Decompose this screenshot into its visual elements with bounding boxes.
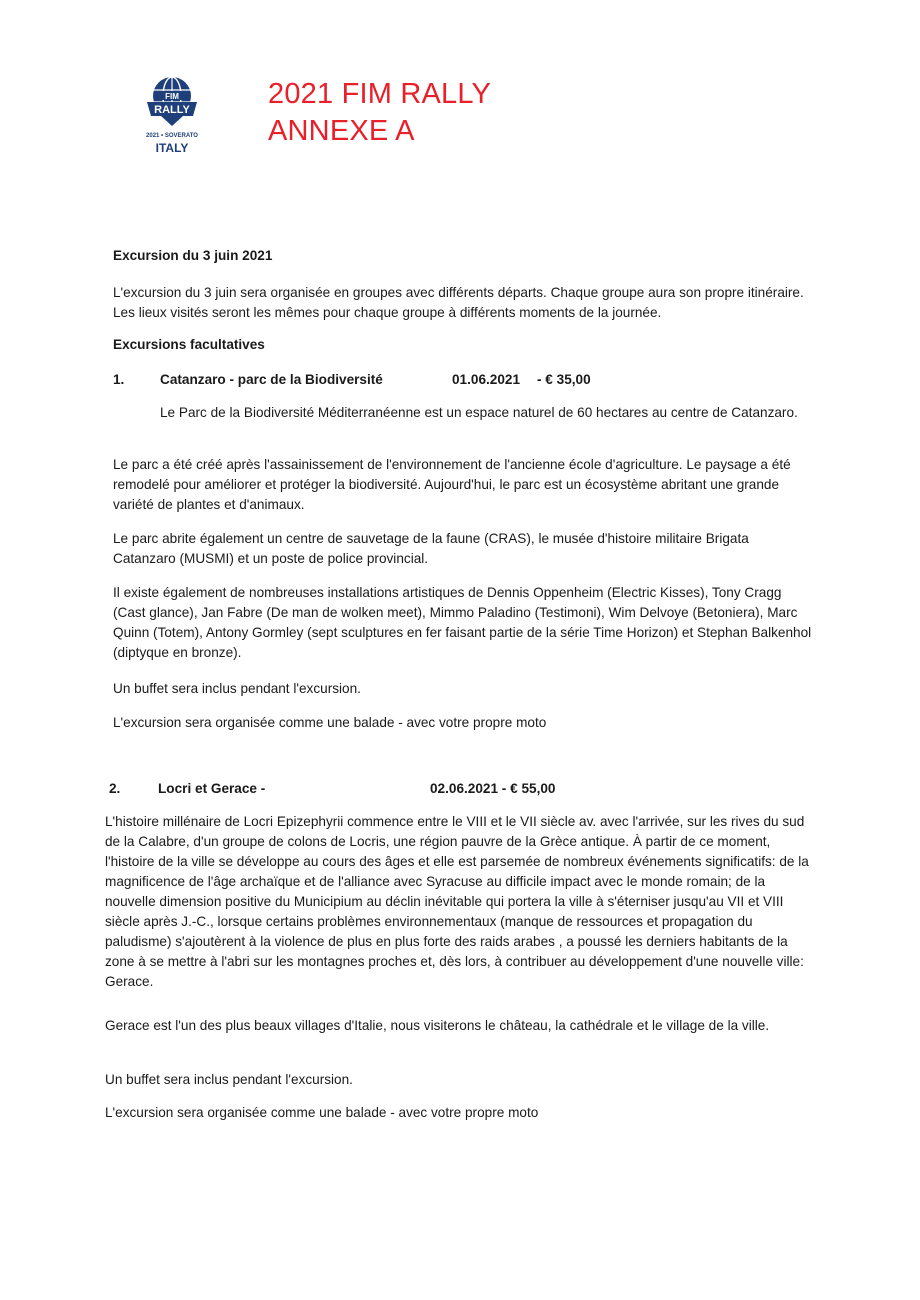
item-1-paragraph-2: Le parc a été créé après l'assainissement de l'environnement de l'ancienne école d'agriculture. Le paysage a été remodelé pour améliorer et protéger la biodiversité. Aujourd'hui, le parc est un écosystème abritant une grande variété de plantes et d'animaux. bbox=[113, 457, 791, 512]
optional-excursions-heading: Excursions facultatives bbox=[113, 337, 265, 352]
item-1-title: Catanzaro - parc de la Biodiversité bbox=[160, 372, 383, 387]
document-title bbox=[268, 76, 491, 150]
excursion-main-heading: Excursion du 3 juin 2021 bbox=[113, 248, 273, 263]
item-1-paragraph-6: L'excursion sera organisée comme une balade - avec votre propre moto bbox=[113, 715, 547, 730]
fim-rally-logo bbox=[143, 74, 201, 164]
item-1-paragraph-5: Un buffet sera inclus pendant l'excursion. bbox=[113, 681, 361, 696]
item-1-price: - € 35,00 bbox=[537, 372, 591, 387]
item-1-paragraph-3: Le parc abrite également un centre de sauvetage de la faune (CRAS), le musée d'histoire militaire Brigata Catanzaro (MUSMI) et un poste de police provincial. bbox=[113, 531, 749, 566]
logo-soverato-text: 2021 • SOVERATO bbox=[146, 133, 198, 139]
item-2-date-price: 02.06.2021 - € 55,00 bbox=[430, 781, 556, 796]
item-1-paragraph-4: Il existe également de nombreuses installations artistiques de Dennis Oppenheim (Electric Kisses), Tony Cragg (Cast glance), Jan Fabre (De man de wolken meet), Mimmo Paladino (Testimoni), Wim Delvoye (Betoniera), Marc Quinn (Totem), Antony Gormley (sept sculptures en fer faisant partie de la série Time Horizon) et Stephan Balkenhol (diptyque en bronze). bbox=[113, 585, 812, 660]
logo-italy-text: ITALY bbox=[155, 141, 189, 155]
item-2-paragraph-3: Un buffet sera inclus pendant l'excursion. bbox=[105, 1072, 353, 1087]
item-2-paragraph-4: L'excursion sera organisée comme une balade - avec votre propre moto bbox=[105, 1105, 539, 1120]
fim-rally-globe-logo-icon bbox=[143, 74, 201, 164]
item-1-number: 1. bbox=[113, 372, 125, 387]
item-2-title: Locri et Gerace - bbox=[158, 781, 266, 796]
item-1-paragraph-1: Le Parc de la Biodiversité Méditerranéenne est un espace naturel de 60 hectares au centre de Catanzaro. bbox=[160, 405, 798, 420]
title-line-2: ANNEXE A bbox=[268, 115, 415, 147]
excursion-main-text: L'excursion du 3 juin sera organisée en groupes avec différents départs. Chaque groupe aura son propre itinéraire. Les lieux visités seront les mêmes pour chaque groupe à différents moments de la journée. bbox=[113, 285, 804, 320]
item-1-date: 01.06.2021 bbox=[452, 372, 521, 387]
logo-rally-text: RALLY bbox=[154, 104, 190, 116]
item-2-number: 2. bbox=[109, 781, 121, 796]
title-line-1: 2021 FIM RALLY bbox=[268, 78, 492, 110]
logo-fim-text: FIM bbox=[165, 92, 179, 101]
item-2-paragraph-2: Gerace est l'un des plus beaux villages d'Italie, nous visiterons le château, la cathédrale et le village de la ville. bbox=[105, 1018, 770, 1033]
item-2-paragraph-1: L'histoire millénaire de Locri Epizephyrii commence entre le VIII et le VII siècle av. avec l'arrivée, sur les rives du sud de la Calabre, d'un groupe de colons de Locris, une région pauvre de la Grèce antique. À partir de ce moment, l'histoire de la ville se développe au cours des âges et elle est parsemée de nombreux événements significatifs: de la magnificence de l'âge archaïque et de l'alliance avec Syracuse au difficile impact avec le monde romain; de la nouvelle dimension positive du Municipium au déclin inévitable qui portera la ville à s'éterniser jusqu'au VII et VIII siècle après J.-C., lorsque certains problèmes environnementaux (manque de ressources et propagation du paludisme) s'ajoutèrent à la violence de plus en plus forte des raids arabes , a poussé les derniers habitants de la zone à se mettre à l'abri sur les montagnes proches et, dès lors, à contribuer au développement d'une nouvelle ville: Gerace. bbox=[105, 814, 809, 989]
